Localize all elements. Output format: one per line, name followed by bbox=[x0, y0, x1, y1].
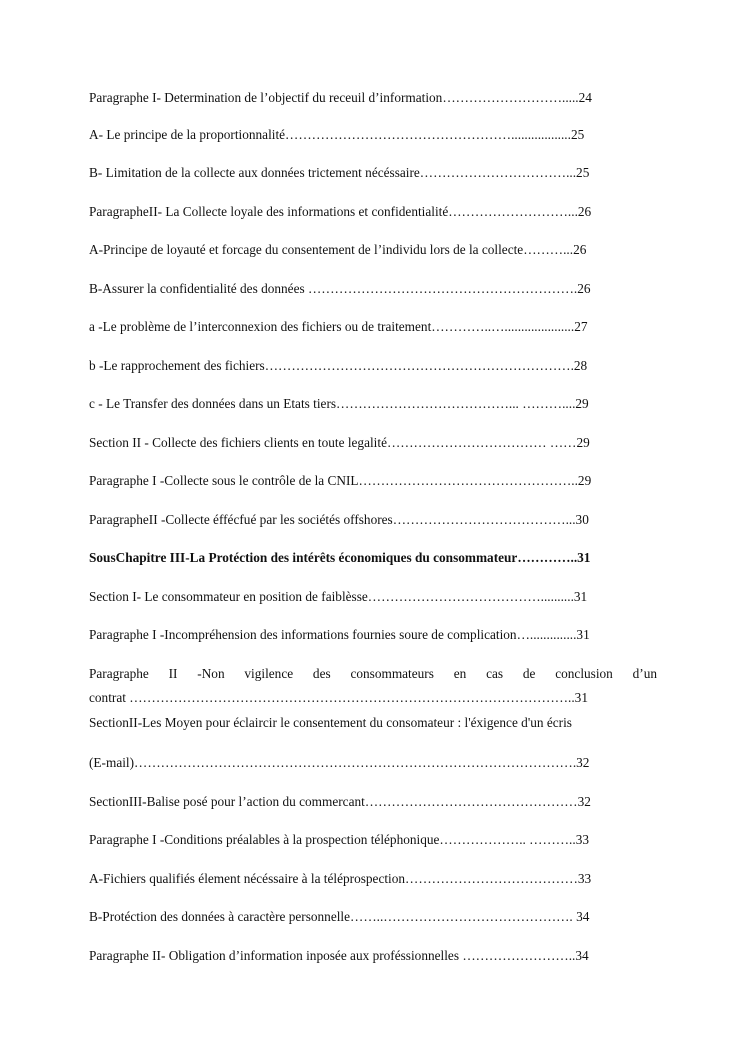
toc-entry: B-Assurer la confidentialité des données …………………………………………………….26 bbox=[89, 281, 591, 296]
toc-word: -Non bbox=[197, 666, 225, 681]
toc-entry: b -Le rapprochement des fichiers…………………………………………………………….28 bbox=[89, 358, 588, 373]
toc-entry: Paragraphe I- Determination de l’objectif du receuil d’information……………………….....24 bbox=[89, 90, 592, 105]
toc-word: des bbox=[312, 666, 331, 681]
toc-entry: B-Protéction des données à caractère personnelle……..……………………………………. 34 bbox=[89, 909, 590, 924]
toc-entry: ParagrapheII -Collecte éffécfué par les sociétés offshores…………………………………...30 bbox=[89, 512, 589, 527]
toc-entry: Paragraphe I -Incompréhension des informations fournies soure de complication…..............31 bbox=[89, 627, 590, 642]
toc-entry: A- Le principe de la proportionnalité……………………………………………..................25 bbox=[89, 127, 585, 142]
toc-entry: a -Le problème de l’interconnexion des fichiers ou de traitement…………..….....................27 bbox=[89, 319, 588, 334]
toc-entry: SectionII-Les Moyen pour éclaircir le consentement du consomateur : l'éxigence d'un écris bbox=[89, 715, 572, 730]
toc-entry-chapter: SousChapitre III-La Protéction des intérêts économiques du consommateur…………..31 bbox=[89, 550, 591, 565]
toc-word: en bbox=[453, 666, 467, 681]
toc-entry: Section II - Collecte des fichiers clients en toute legalité……………………………… ……29 bbox=[89, 435, 590, 450]
toc-word: consommateurs bbox=[350, 666, 434, 681]
toc-word: II bbox=[168, 666, 178, 681]
toc-entry: ParagrapheII- La Collecte loyale des informations et confidentialité………………………...26 bbox=[89, 204, 592, 219]
toc-entry: Paragraphe I -Conditions préalables à la prospection téléphonique……………….. ………..33 bbox=[89, 832, 589, 847]
toc-entry: contrat ………………………………………………………………………………………..31 bbox=[89, 690, 588, 705]
toc-entry: SectionIII-Balise posé pour l’action du commercant…………………………………………32 bbox=[89, 794, 591, 809]
toc-entry: Section I- Le consommateur en position de faiblèsse…………………………………..........31 bbox=[89, 589, 588, 604]
toc-word: d’un bbox=[632, 666, 657, 681]
toc-word: Paragraphe bbox=[89, 666, 149, 681]
toc-entry: B- Limitation de la collecte aux données trictement nécéssaire……………………………...25 bbox=[89, 165, 590, 180]
toc-entry: (E-mail)……………………………………………………………………………………….32 bbox=[89, 755, 590, 770]
toc-entry: Paragraphe I -Collecte sous le contrôle de la CNIL…………………………………………..29 bbox=[89, 473, 592, 488]
toc-entry-justified bbox=[89, 665, 657, 683]
toc-word: de bbox=[522, 666, 536, 681]
toc-word: conclusion bbox=[555, 666, 613, 681]
toc-entry: A-Fichiers qualifiés élement nécéssaire à la téléprospection…………………………………33 bbox=[89, 871, 592, 886]
toc-entry: c - Le Transfer des données dans un Etats tiers…………………………………... ………....29 bbox=[89, 396, 589, 411]
toc-entry: Paragraphe II- Obligation d’information inposée aux proféssionnelles ……………………..34 bbox=[89, 948, 589, 963]
toc-word: cas bbox=[486, 666, 504, 681]
toc-word: vigilence bbox=[244, 666, 294, 681]
toc-entry: A-Principe de loyauté et forcage du consentement de l’individu lors de la collecte………...26 bbox=[89, 242, 587, 257]
